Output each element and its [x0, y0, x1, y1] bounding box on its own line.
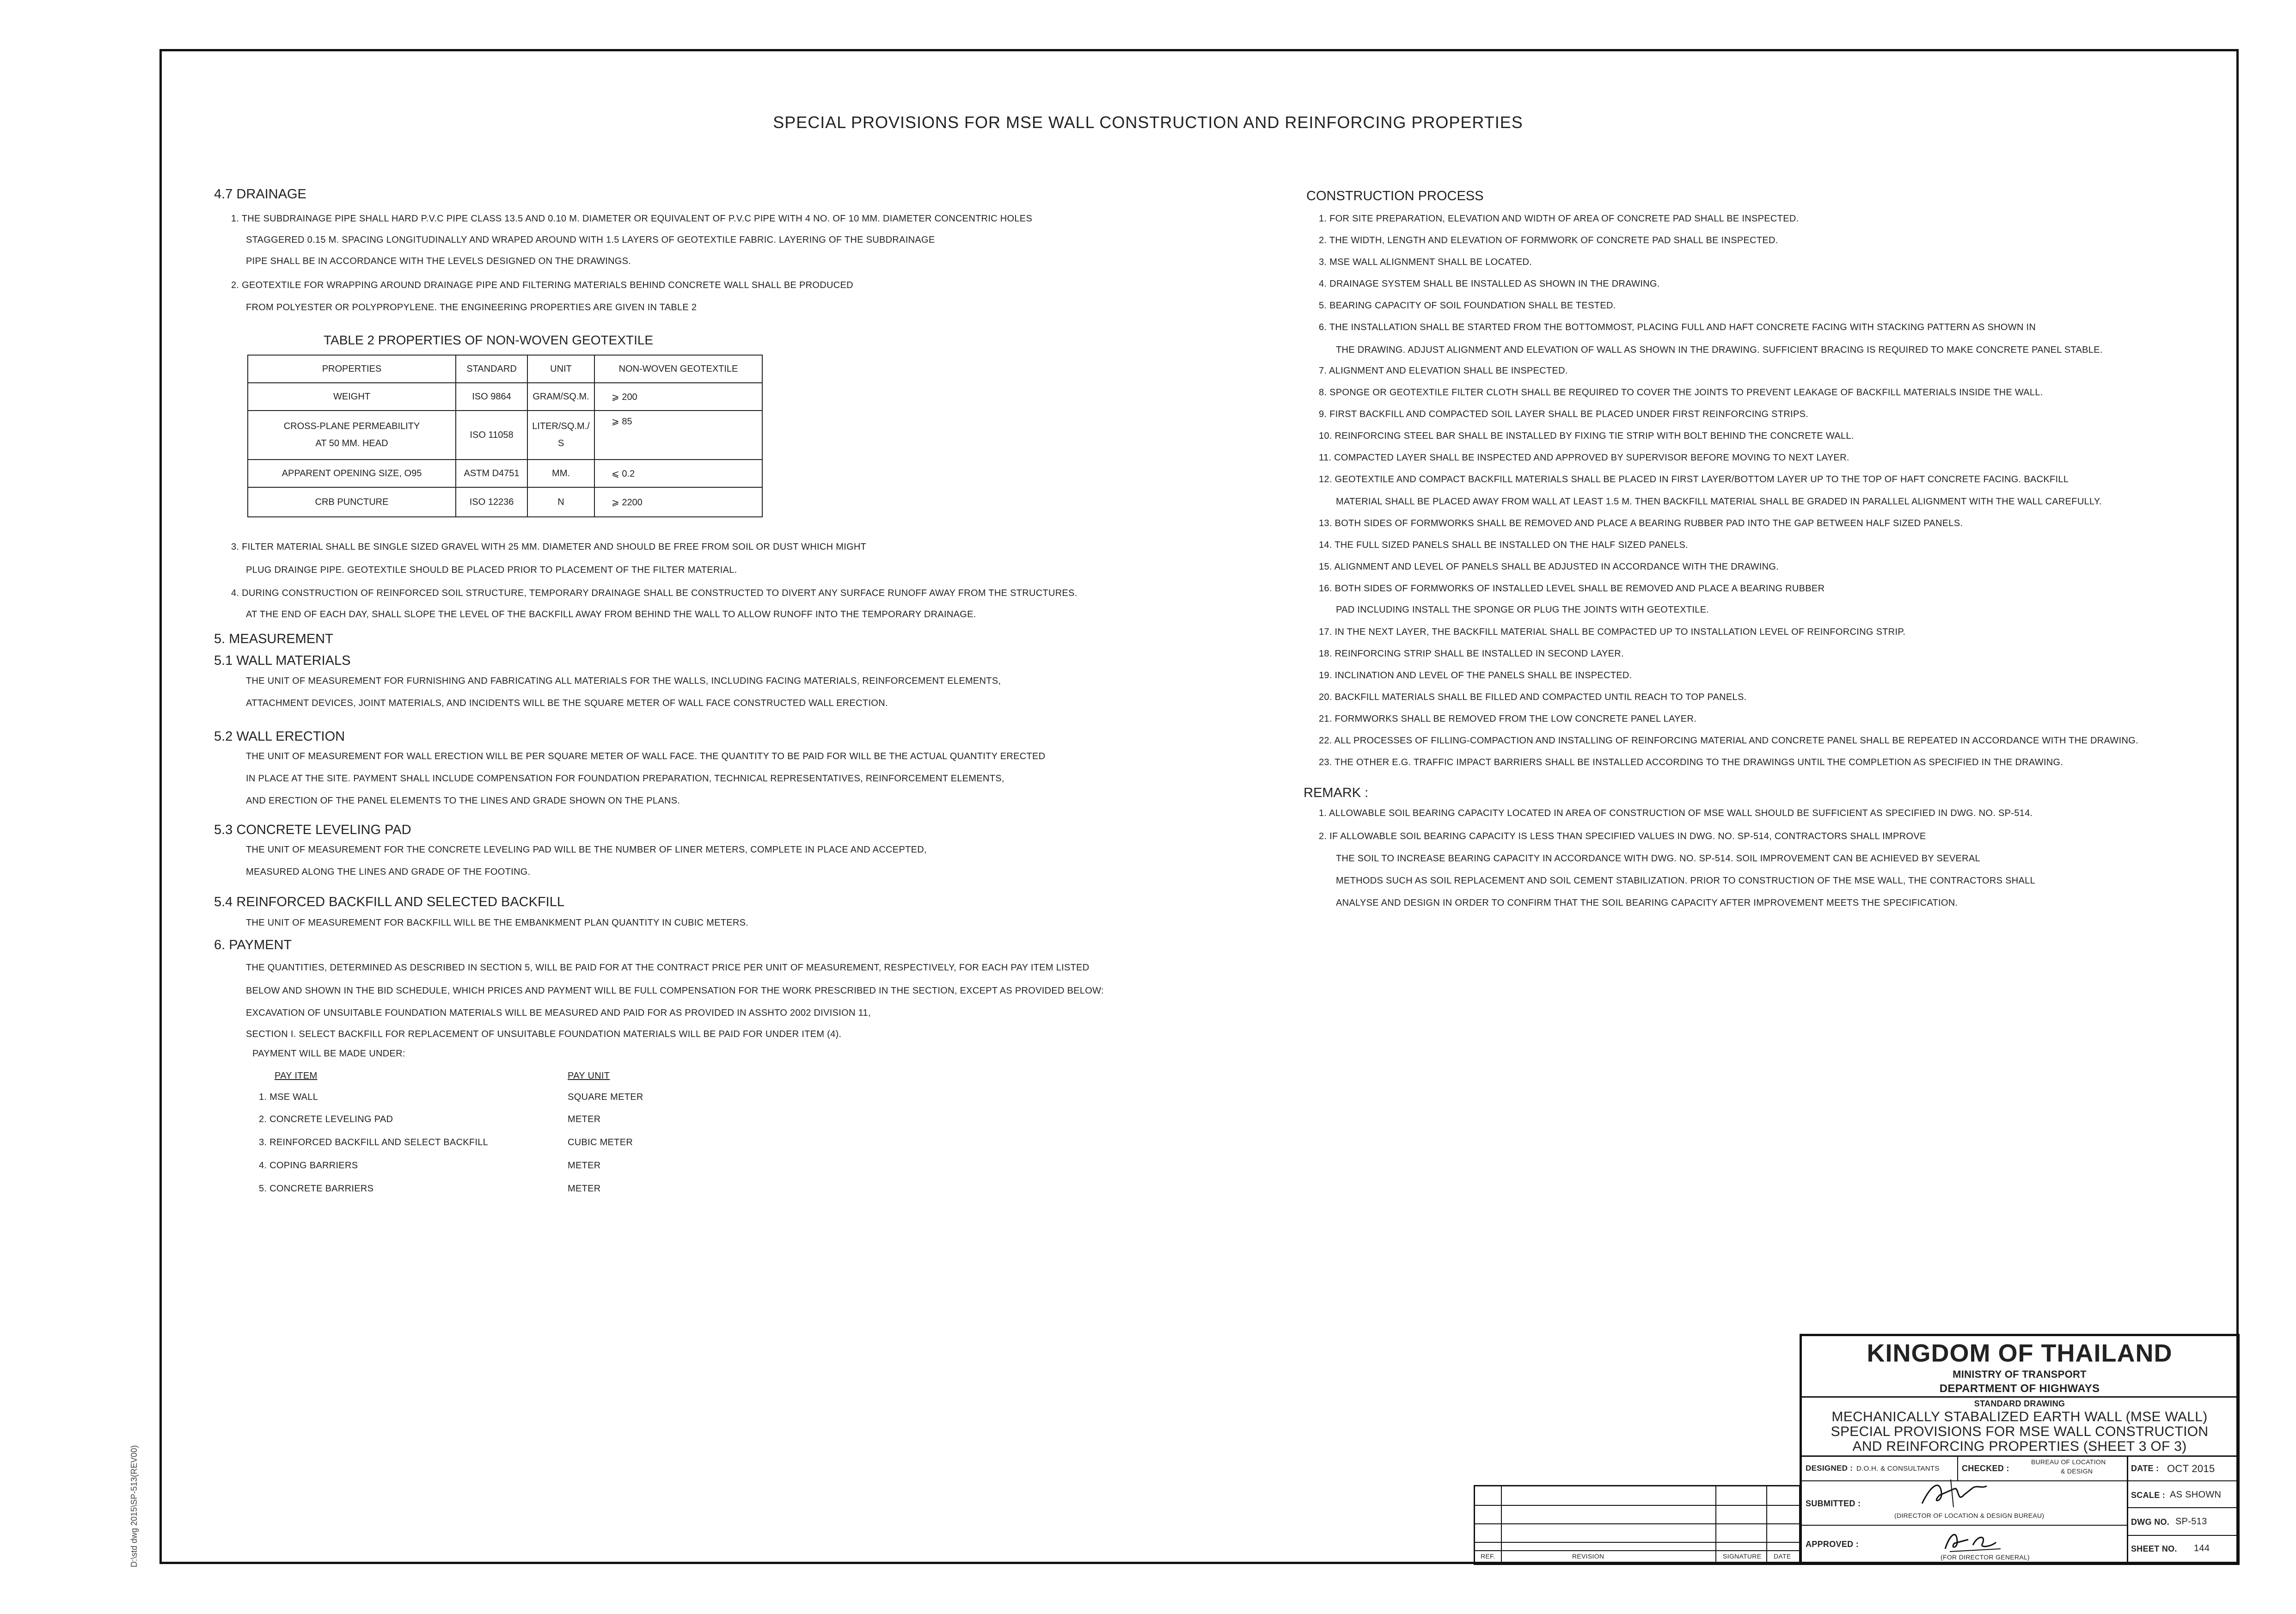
designed-value: D.O.H. & CONSULTANTS — [1856, 1465, 1940, 1473]
remark-item: METHODS SUCH AS SOIL REPLACEMENT AND SOIL CEMENT STABILIZATION. PRIOR TO CONSTRUCTION OF THE MSE WALL, THE CONTRACTORS SHALL — [1336, 876, 2036, 886]
submitted-label: SUBMITTED : — [1806, 1499, 1861, 1508]
table-title: TABLE 2 PROPERTIES OF NON-WOVEN GEOTEXTILE — [324, 333, 654, 347]
payment-text: THE QUANTITIES, DETERMINED AS DESCRIBED IN SECTION 5, WILL BE PAID FOR AT THE CONTRACT PRICE PER UNIT OF MEASUREMENT, RESPECTIVELY, FOR EACH PAY ITEM LISTED — [246, 963, 1090, 973]
table-cell: WEIGHT — [248, 383, 456, 411]
pay-unit: METER — [568, 1160, 601, 1171]
table-cell: ASTM D4751 — [456, 460, 527, 487]
pay-item: 3. REINFORCED BACKFILL AND SELECT BACKFILL — [259, 1137, 489, 1148]
backfill-text: THE UNIT OF MEASUREMENT FOR BACKFILL WILL BE THE EMBANKMENT PLAN QUANTITY IN CUBIC METERS. — [246, 918, 749, 928]
payment-text: SECTION I. SELECT BACKFILL FOR REPLACEMENT OF UNSUITABLE FOUNDATION MATERIALS WILL BE PAID FOR UNDER ITEM (4). — [246, 1029, 842, 1039]
drainage-item-4: 4. DURING CONSTRUCTION OF REINFORCED SOIL STRUCTURE, TEMPORARY DRAINAGE SHALL BE CONSTRUCTED TO DIVERT ANY SURFACE RUNOFF AWAY FROM THE STRUCTURES. — [231, 588, 1078, 598]
revision-label: REVISION — [1572, 1553, 1604, 1560]
pay-item: 1. MSE WALL — [259, 1092, 318, 1102]
leveling-pad-text: MEASURED ALONG THE LINES AND GRADE OF THE FOOTING. — [246, 867, 531, 877]
process-item: 16. BOTH SIDES OF FORMWORKS OF INSTALLED LEVEL SHALL BE REMOVED AND PLACE A BEARING RUBBER — [1319, 583, 1825, 594]
table-header: NON-WOVEN GEOTEXTILE — [594, 355, 762, 383]
wall-materials-text: THE UNIT OF MEASUREMENT FOR FURNISHING AND FABRICATING ALL MATERIALS FOR THE WALLS, INCLUDING FACING MATERIALS, REINFORCEMENT ELEMENTS, — [246, 676, 1001, 686]
process-item: 12. GEOTEXTILE AND COMPACT BACKFILL MATERIALS SHALL BE PLACED IN FIRST LAYER/BOTTOM LAYER UP TO THE TOP OF HAFT CONCRETE FACING. BACKFILL — [1319, 474, 2069, 485]
drainage-item-2: 2. GEOTEXTILE FOR WRAPPING AROUND DRAINAGE PIPE AND FILTERING MATERIALS BEHIND CONCRETE WALL SHALL BE PRODUCED — [231, 280, 853, 290]
process-item: 11. COMPACTED LAYER SHALL BE INSPECTED AND APPROVED BY SUPERVISOR BEFORE MOVING TO NEXT LAYER. — [1319, 453, 1849, 463]
wall-erection-text: IN PLACE AT THE SITE. PAYMENT SHALL INCLUDE COMPENSATION FOR FOUNDATION PREPARATION, TECHNICAL REPRESENTATIVES, REINFORCEMENT ELEMENTS, — [246, 773, 1004, 784]
process-item: 15. ALIGNMENT AND LEVEL OF PANELS SHALL BE ADJUSTED IN ACCORDANCE WITH THE DRAWING. — [1319, 562, 1779, 572]
table-cell-line: LITER/SQ.M./ — [532, 421, 590, 431]
approved-label: APPROVED : — [1806, 1540, 1859, 1549]
dwg-no-label: DWG NO. — [2131, 1517, 2170, 1527]
table-cell-line: CROSS-PLANE PERMEABILITY — [283, 421, 420, 431]
table-header: STANDARD — [456, 355, 527, 383]
checked-label: CHECKED : — [1962, 1464, 2009, 1473]
wall-materials-heading: 5.1 WALL MATERIALS — [214, 653, 351, 668]
table-cell: ISO 11058 — [456, 411, 527, 460]
submitted-signature — [1913, 1475, 2005, 1512]
process-item: 7. ALIGNMENT AND ELEVATION SHALL BE INSPECTED. — [1319, 366, 1568, 376]
process-item: 20. BACKFILL MATERIALS SHALL BE FILLED AND COMPACTED UNTIL REACH TO TOP PANELS. — [1319, 692, 1747, 702]
leveling-pad-text: THE UNIT OF MEASUREMENT FOR THE CONCRETE LEVELING PAD WILL BE THE NUMBER OF LINER METERS, COMPLETE IN PLACE AND ACCEPTED, — [246, 845, 927, 855]
leveling-pad-heading: 5.3 CONCRETE LEVELING PAD — [214, 822, 411, 837]
revision-block — [1474, 1485, 1800, 1565]
pay-unit: CUBIC METER — [568, 1137, 633, 1148]
process-item: 21. FORMWORKS SHALL BE REMOVED FROM THE LOW CONCRETE PANEL LAYER. — [1319, 714, 1697, 724]
drainage-item-1: STAGGERED 0.15 M. SPACING LONGITUDINALLY AND WRAPED AROUND WITH 1.5 LAYERS OF GEOTEXTILE FABRIC. LAYERING OF THE SUBDRAINAGE — [246, 235, 935, 245]
measurement-heading: 5. MEASUREMENT — [214, 632, 333, 646]
table-cell: GRAM/SQ.M. — [527, 383, 594, 411]
table-header: UNIT — [527, 355, 594, 383]
checked-value: & DESIGN — [2061, 1467, 2093, 1475]
process-item: 5. BEARING CAPACITY OF SOIL FOUNDATION SHALL BE TESTED. — [1319, 301, 1616, 311]
pay-unit: METER — [568, 1184, 601, 1194]
table-row — [248, 383, 762, 411]
table-cell: ⩾ 200 — [594, 383, 762, 411]
process-item: 9. FIRST BACKFILL AND COMPACTED SOIL LAYER SHALL BE PLACED UNDER FIRST REINFORCING STRIPS. — [1319, 409, 1809, 419]
drainage-item-3: PLUG DRAINGE PIPE. GEOTEXTILE SHOULD BE PLACED PRIOR TO PLACEMENT OF THE FILTER MATERIAL. — [246, 565, 737, 575]
drainage-item-2: FROM POLYESTER OR POLYPROPYLENE. THE ENGINEERING PROPERTIES ARE GIVEN IN TABLE 2 — [246, 302, 697, 313]
scale-label: SCALE : — [2131, 1491, 2166, 1500]
sheet-no-label: SHEET NO. — [2131, 1544, 2177, 1553]
table-cell-line: S — [557, 438, 564, 448]
remark-item: 2. IF ALLOWABLE SOIL BEARING CAPACITY IS LESS THAN SPECIFIED VALUES IN DWG. NO. SP-514, CONTRACTORS SHALL IMPROVE — [1319, 831, 1926, 841]
submitted-note: (DIRECTOR OF LOCATION & DESIGN BUREAU) — [1894, 1512, 2045, 1519]
date-value: OCT 2015 — [2167, 1463, 2215, 1474]
pay-item: 4. COPING BARRIERS — [259, 1160, 358, 1171]
payment-heading: 6. PAYMENT — [214, 938, 292, 952]
dwg-no-value: SP-513 — [2175, 1516, 2207, 1527]
drainage-item-4: AT THE END OF EACH DAY, SHALL SLOPE THE LEVEL OF THE BACKFILL AWAY FROM BEHIND THE WALL TO ALLOW RUNOFF INTO THE TEMPORARY DRAINAGE. — [246, 609, 976, 620]
process-item: 6. THE INSTALLATION SHALL BE STARTED FROM THE BOTTOMMOST, PLACING FULL AND HAFT CONCRETE FACING WITH STACKING PATTERN AS SHOWN IN — [1319, 322, 2036, 332]
drainage-item-1: PIPE SHALL BE IN ACCORDANCE WITH THE LEVELS DESIGNED ON THE DRAWINGS. — [246, 256, 631, 266]
process-item: 3. MSE WALL ALIGNMENT SHALL BE LOCATED. — [1319, 257, 1532, 267]
remark-item: ANALYSE AND DESIGN IN ORDER TO CONFIRM THAT THE SOIL BEARING CAPACITY AFTER IMPROVEMENT MEETS THE SPECIFICATION. — [1336, 898, 1958, 908]
backfill-heading: 5.4 REINFORCED BACKFILL AND SELECTED BACKFILL — [214, 895, 564, 909]
pay-unit-header: PAY UNIT — [568, 1071, 610, 1081]
process-item: PAD INCLUDING INSTALL THE SPONGE OR PLUG THE JOINTS WITH GEOTEXTILE. — [1336, 605, 1709, 615]
process-item: 14. THE FULL SIZED PANELS SHALL BE INSTALLED ON THE HALF SIZED PANELS. — [1319, 540, 1689, 550]
table-cell: ⩽ 0.2 — [594, 460, 762, 487]
table-cell: ⩾ 85 — [594, 411, 762, 460]
pay-unit: METER — [568, 1114, 601, 1124]
pay-item-header: PAY ITEM — [275, 1071, 318, 1081]
table-cell: APPARENT OPENING SIZE, O95 — [248, 460, 456, 487]
process-item: THE DRAWING. ADJUST ALIGNMENT AND ELEVATION OF WALL AS SHOWN IN THE DRAWING. SUFFICIENT BRACING IS REQUIRED TO MAKE CONCRETE PANEL STABLE. — [1336, 345, 2103, 355]
wall-erection-heading: 5.2 WALL ERECTION — [214, 729, 345, 744]
revision-signature-label: SIGNATURE — [1723, 1553, 1762, 1560]
kingdom-title: KINGDOM OF THAILAND — [1867, 1339, 2173, 1367]
drawing-name-line-1: MECHANICALLY STABALIZED EARTH WALL (MSE WALL) — [1831, 1409, 2208, 1424]
table-cell: MM. — [527, 460, 594, 487]
drawing-name-line-3: AND REINFORCING PROPERTIES (SHEET 3 OF 3) — [1852, 1439, 2187, 1454]
process-item: 19. INCLINATION AND LEVEL OF THE PANELS SHALL BE INSPECTED. — [1319, 670, 1632, 681]
payment-text: BELOW AND SHOWN IN THE BID SCHEDULE, WHICH PRICES AND PAYMENT WILL BE FULL COMPENSATION FOR THE WORK PRESCRIBED IN THE SECTION, EXCEPT AS PROVIDED BELOW: — [246, 986, 1104, 996]
wall-materials-text: ATTACHMENT DEVICES, JOINT MATERIALS, AND INCIDENTS WILL BE THE SQUARE METER OF WALL FACE CONSTRUCTED WALL ERECTION. — [246, 698, 888, 708]
wall-erection-text: AND ERECTION OF THE PANEL ELEMENTS TO THE LINES AND GRADE SHOWN ON THE PLANS. — [246, 796, 680, 806]
table-cell: ⩾ 2200 — [594, 487, 762, 517]
file-path-label: D:\std dwg 2015\SP-513(REV00) — [129, 1445, 139, 1567]
process-item: 17. IN THE NEXT LAYER, THE BACKFILL MATERIAL SHALL BE COMPACTED UP TO INSTALLATION LEVEL OF REINFORCING STRIP. — [1319, 627, 1906, 637]
approved-signature — [1936, 1521, 2010, 1558]
standard-drawing-label: STANDARD DRAWING — [1974, 1399, 2065, 1408]
table-cell — [248, 411, 456, 460]
remark-item: 1. ALLOWABLE SOIL BEARING CAPACITY LOCATED IN AREA OF CONSTRUCTION OF MSE WALL SHOULD BE SUFFICIENT AS SPECIFIED IN DWG. NO. SP-514. — [1319, 808, 2033, 818]
process-item: 4. DRAINAGE SYSTEM SHALL BE INSTALLED AS SHOWN IN THE DRAWING. — [1319, 279, 1660, 289]
payment-text: EXCAVATION OF UNSUITABLE FOUNDATION MATERIALS WILL BE MEASURED AND PAID FOR AS PROVIDED IN ASSHTO 2002 DIVISION 11, — [246, 1008, 871, 1018]
remark-item: THE SOIL TO INCREASE BEARING CAPACITY IN ACCORDANCE WITH DWG. NO. SP-514. SOIL IMPROVEMENT CAN BE ACHIEVED BY SEVERAL — [1336, 853, 1980, 864]
department-label: DEPARTMENT OF HIGHWAYS — [1939, 1382, 2100, 1395]
approved-note: (FOR DIRECTOR GENERAL) — [1941, 1553, 2030, 1561]
process-item: 23. THE OTHER E.G. TRAFFIC IMPACT BARRIERS SHALL BE INSTALLED ACCORDING TO THE DRAWINGS UNTIL THE COMPLETION AS SPECIFIED IN THE DRAWING. — [1319, 757, 2063, 767]
process-item: 2. THE WIDTH, LENGTH AND ELEVATION OF FORMWORK OF CONCRETE PAD SHALL BE INSPECTED. — [1319, 235, 1778, 245]
process-item: 18. REINFORCING STRIP SHALL BE INSTALLED IN SECOND LAYER. — [1319, 649, 1624, 659]
process-item: 22. ALL PROCESSES OF FILLING-COMPACTION AND INSTALLING OF REINFORCING MATERIAL AND CONCRETE PANEL SHALL BE REPEATED IN ACCORDANCE WITH THE DRAWING. — [1319, 736, 2138, 746]
table-row — [248, 460, 762, 487]
pay-item: 5. CONCRETE BARRIERS — [259, 1184, 374, 1194]
table-cell-line: AT 50 MM. HEAD — [315, 438, 388, 448]
construction-process-heading: CONSTRUCTION PROCESS — [1306, 189, 1484, 203]
table-row — [248, 487, 762, 517]
process-item: 10. REINFORCING STEEL BAR SHALL BE INSTALLED BY FIXING TIE STRIP WITH BOLT BEHIND THE CONCRETE WALL. — [1319, 431, 1854, 441]
drawing-name-line-2: SPECIAL PROVISIONS FOR MSE WALL CONSTRUCTION — [1831, 1424, 2209, 1439]
date-label: DATE : — [2131, 1464, 2159, 1473]
process-item: 1. FOR SITE PREPARATION, ELEVATION AND WIDTH OF AREA OF CONCRETE PAD SHALL BE INSPECTED. — [1319, 214, 1799, 224]
table-cell: N — [527, 487, 594, 517]
page-title: SPECIAL PROVISIONS FOR MSE WALL CONSTRUCTION AND REINFORCING PROPERTIES — [773, 113, 1523, 132]
revision-ref-label: REF. — [1481, 1553, 1495, 1560]
remark-heading: REMARK : — [1304, 786, 1369, 800]
wall-erection-text: THE UNIT OF MEASUREMENT FOR WALL ERECTION WILL BE PER SQUARE METER OF WALL FACE. THE QUANTITY TO BE PAID FOR WILL BE THE ACTUAL QUANTITY ERECTED — [246, 751, 1046, 761]
title-block — [1800, 1334, 2240, 1565]
drainage-item-1: 1. THE SUBDRAINAGE PIPE SHALL HARD P.V.C PIPE CLASS 13.5 AND 0.10 M. DIAMETER OR EQUIVALENT OF P.V.C PIPE WITH 4 NO. OF 10 MM. DIAMETER CONCENTRIC HOLES — [231, 214, 1033, 224]
geotextile-properties-table — [247, 355, 763, 517]
table-cell: ISO 12236 — [456, 487, 527, 517]
table-cell: CRB PUNCTURE — [248, 487, 456, 517]
payment-text: PAYMENT WILL BE MADE UNDER: — [252, 1049, 405, 1059]
pay-item: 2. CONCRETE LEVELING PAD — [259, 1114, 393, 1124]
process-item: 8. SPONGE OR GEOTEXTILE FILTER CLOTH SHALL BE REQUIRED TO COVER THE JOINTS TO PREVENT LEAKAGE OF BACKFILL MATERIALS INSIDE THE WALL. — [1319, 387, 2043, 398]
scale-value: AS SHOWN — [2170, 1490, 2222, 1500]
table-cell: ISO 9864 — [456, 383, 527, 411]
ministry-label: MINISTRY OF TRANSPORT — [1953, 1369, 2087, 1380]
pay-unit: SQUARE METER — [568, 1092, 643, 1102]
table-header: PROPERTIES — [248, 355, 456, 383]
drainage-heading: 4.7 DRAINAGE — [214, 187, 306, 202]
table-row — [248, 411, 762, 460]
checked-value: BUREAU OF LOCATION — [2031, 1458, 2106, 1466]
designed-label: DESIGNED : — [1806, 1464, 1853, 1473]
drainage-item-3: 3. FILTER MATERIAL SHALL BE SINGLE SIZED GRAVEL WITH 25 MM. DIAMETER AND SHOULD BE FREE FROM SOIL OR DUST WHICH MIGHT — [231, 542, 867, 552]
process-item: 13. BOTH SIDES OF FORMWORKS SHALL BE REMOVED AND PLACE A BEARING RUBBER PAD INTO THE GAP BETWEEN HALF SIZED PANELS. — [1319, 518, 1963, 528]
revision-date-label: DATE — [1774, 1553, 1791, 1560]
sheet-no-value: 144 — [2194, 1543, 2210, 1553]
process-item: MATERIAL SHALL BE PLACED AWAY FROM WALL AT LEAST 1.5 M. THEN BACKFILL MATERIAL SHALL BE GRADED IN PARALLEL ALIGNMENT WITH THE WALL CAREFULLY. — [1336, 497, 2102, 507]
table-cell — [527, 411, 594, 460]
